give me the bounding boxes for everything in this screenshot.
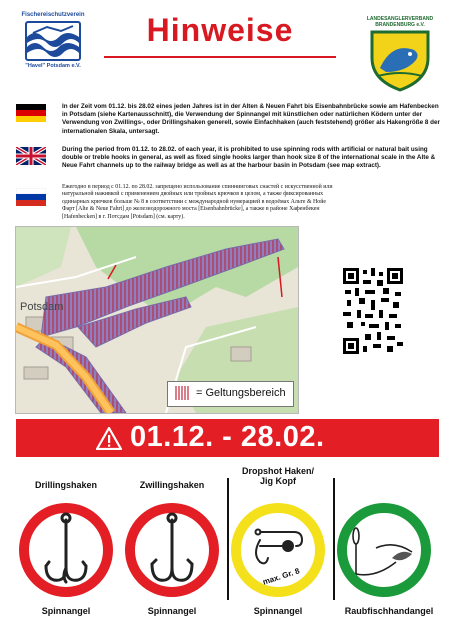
column-divider	[227, 478, 229, 600]
hook-title-treble: Drillingshaken	[34, 480, 97, 490]
double-hook-prohibited-sign	[124, 502, 220, 598]
dropshot-jig-icon	[230, 502, 326, 598]
page-title: Hinweise	[146, 12, 294, 48]
association-logo-caption-top: LANDESANGLERVERBAND	[366, 16, 434, 22]
dropshot-jig-restricted-sign	[230, 502, 326, 598]
closed-season-dates: 01.12. - 28.02.	[130, 421, 325, 453]
russia-flag-icon	[16, 188, 46, 206]
germany-flag-icon	[16, 104, 46, 122]
hook-size-note: max. Gr. 8	[261, 566, 301, 587]
association-logo-caption-bottom: BRANDENBURG e.V.	[375, 22, 425, 28]
treble-hook-prohibited-sign	[18, 502, 114, 598]
map-place-label: Potsdam	[20, 301, 64, 313]
wave-emblem-icon	[25, 21, 81, 61]
notice-german: In der Zeit vom 01.12. bis 28.02 eines jeden Jahres ist in der Alten & Neuen Fahrt bis Eisenbahnbrücke sowie am Hafenbecken in Potsdam (siehe Kartenausschnitt), die Verwendung der Spinnangel mit künstlichen oder natürlichen Ködern unter der Verwendung von Zwillings-, oder Drillingshaken generell, sowie Einfachhaken (auch feststehend) größer als Hakengröße 8 der internationalen Skala, untersagt.	[62, 103, 440, 135]
shield-fish-icon	[362, 28, 438, 92]
hook-caption-float: Raubfischhandangel	[344, 606, 434, 616]
double-hook-icon	[124, 502, 220, 598]
club-logo	[18, 12, 88, 80]
club-logo-caption-bottom: "Havel" Potsdam e.V.	[25, 63, 81, 69]
column-divider	[333, 478, 335, 600]
qr-code[interactable]	[343, 268, 403, 354]
treble-hook-icon	[18, 502, 114, 598]
association-logo	[362, 16, 438, 96]
warning-icon	[96, 427, 122, 450]
club-logo-caption-top: Fischereischutzverein	[21, 12, 85, 18]
legend-label: = Geltungsbereich	[196, 387, 286, 399]
hook-title-double: Zwillingshaken	[139, 480, 205, 490]
float-rig-icon	[336, 502, 432, 598]
title-underline	[104, 56, 336, 58]
hatch-swatch-icon	[174, 386, 192, 400]
hook-caption-double: Spinnangel	[147, 606, 197, 616]
hook-title-dropshot: Dropshot Haken/ Jig Kopf	[241, 466, 314, 486]
notice-english: During the period from 01.12. to 28.02. of each year, it is prohibited to use spinning rods with artificial or natural bait using double or treble hooks in general, as well as fixed single hooks larger than hook size 8 of the international scale in the Alte & Neue Fahrt channels up to the railway bridge as well as at the harbour basin in Potsdam (see map extract).	[62, 146, 436, 170]
float-rig-allowed-sign	[336, 502, 432, 598]
hook-caption-dropshot: Spinnangel	[253, 606, 303, 616]
uk-flag-icon	[16, 147, 46, 165]
hook-caption-treble: Spinnangel	[41, 606, 91, 616]
notice-russian: Ежегодно в период с 01.12. по 28.02. запрещено использование спиннинговых снастей с искусственной или натуральной наживкой с применением двойных или тройных крючков в целом, а также фиксированных одинарных крючков больше № 8 в соответствии с международной нумерацией в водоёмах Альте & Нойе Фарт [Alte & Neue Fahrt] до железнодорожного моста [Eisenbahnbrücke], а также в районе Хафенбекен [Hafenbecken] в г. Потсдам [Potsdam] (см. карту).	[62, 184, 333, 220]
